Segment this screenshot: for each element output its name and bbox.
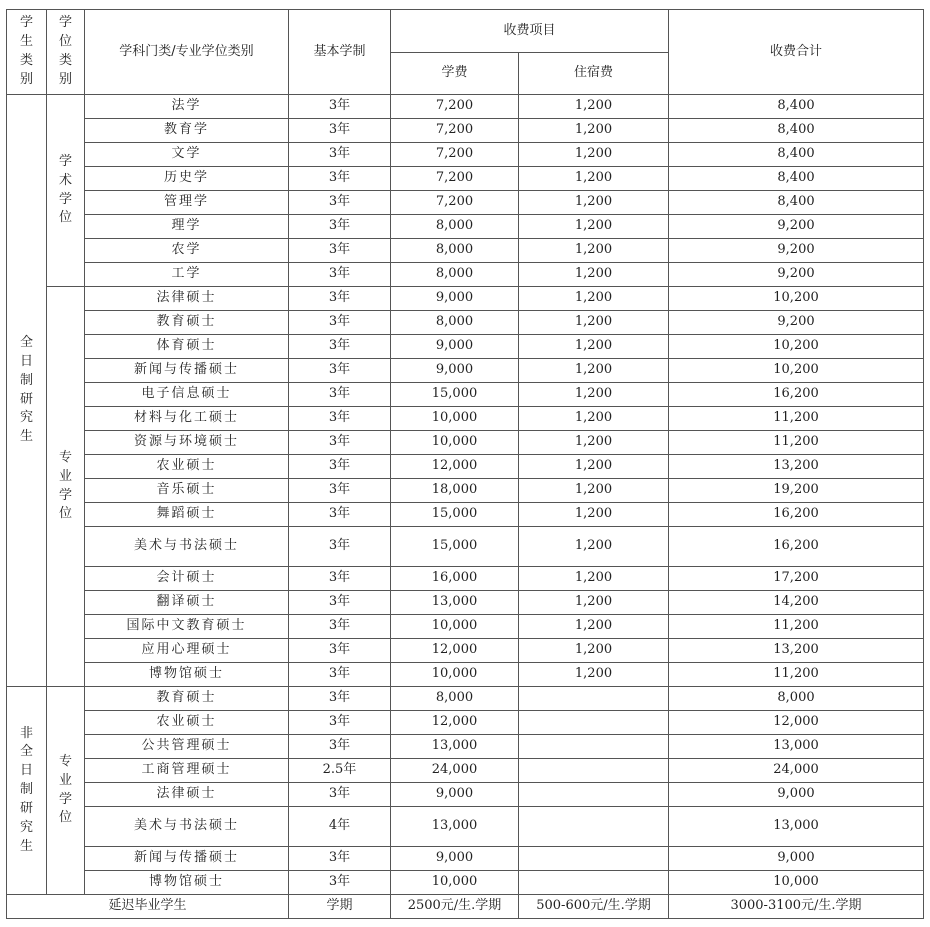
header-discipline: 学科门类/专业学位类别 <box>85 10 289 95</box>
cell-tuition: 7,200 <box>391 95 519 119</box>
cell-total: 17,200 <box>669 567 924 591</box>
cell-discipline: 音乐硕士 <box>85 479 289 503</box>
cell-discipline: 应用心理硕士 <box>85 639 289 663</box>
cell-duration: 3年 <box>289 871 391 895</box>
table-row <box>7 503 924 527</box>
header-duration: 基本学制 <box>289 10 391 95</box>
cell-duration: 3年 <box>289 119 391 143</box>
cell-accommodation: 1,200 <box>519 359 669 383</box>
cell-total: 13,200 <box>669 455 924 479</box>
cell-total: 16,200 <box>669 503 924 527</box>
cell-accommodation: 1,200 <box>519 639 669 663</box>
cell-duration: 3年 <box>289 191 391 215</box>
cell-duration: 3年 <box>289 527 391 567</box>
cell-accommodation <box>519 711 669 735</box>
table-row <box>7 615 924 639</box>
cell-tuition: 8,000 <box>391 687 519 711</box>
cell-tuition: 16,000 <box>391 567 519 591</box>
cell-tuition: 7,200 <box>391 167 519 191</box>
cell-accommodation: 1,200 <box>519 567 669 591</box>
cell-total: 12,000 <box>669 711 924 735</box>
cell-total: 8,400 <box>669 143 924 167</box>
cell-discipline: 法律硕士 <box>85 287 289 311</box>
cell-tuition: 9,000 <box>391 359 519 383</box>
cell-tuition: 7,200 <box>391 143 519 167</box>
cell-duration: 3年 <box>289 687 391 711</box>
header-student-type: 学生类别 <box>7 10 47 95</box>
cell-discipline: 翻译硕士 <box>85 591 289 615</box>
cell-total: 11,200 <box>669 431 924 455</box>
cell-accommodation: 1,200 <box>519 287 669 311</box>
table-row <box>7 807 924 847</box>
group-professional-pt: 专业学位 <box>47 687 85 895</box>
cell-duration: 4年 <box>289 807 391 847</box>
cell-tuition: 10,000 <box>391 663 519 687</box>
table-row <box>7 287 924 311</box>
cell-discipline: 博物馆硕士 <box>85 663 289 687</box>
table-row <box>7 383 924 407</box>
cell-discipline: 资源与环境硕士 <box>85 431 289 455</box>
cell-tuition: 10,000 <box>391 871 519 895</box>
cell-tuition: 15,000 <box>391 383 519 407</box>
cell-accommodation <box>519 759 669 783</box>
cell-accommodation <box>519 807 669 847</box>
cell-discipline: 会计硕士 <box>85 567 289 591</box>
cell-discipline: 新闻与传播硕士 <box>85 847 289 871</box>
cell-accommodation: 1,200 <box>519 383 669 407</box>
cell-accommodation: 1,200 <box>519 167 669 191</box>
cell-duration: 3年 <box>289 167 391 191</box>
cell-tuition: 8,000 <box>391 311 519 335</box>
cell-total: 13,200 <box>669 639 924 663</box>
cell-tuition: 7,200 <box>391 119 519 143</box>
table-row <box>7 191 924 215</box>
table-row <box>7 847 924 871</box>
table-row <box>7 143 924 167</box>
cell-duration: 3年 <box>289 847 391 871</box>
cell-duration: 3年 <box>289 455 391 479</box>
cell-tuition: 15,000 <box>391 503 519 527</box>
cell-total: 10,200 <box>669 359 924 383</box>
cell-accommodation: 1,200 <box>519 191 669 215</box>
cell-discipline: 体育硕士 <box>85 335 289 359</box>
cell-tuition: 24,000 <box>391 759 519 783</box>
table-row <box>7 455 924 479</box>
footer-accommodation: 500-600元/生.学期 <box>519 895 669 919</box>
cell-accommodation: 1,200 <box>519 263 669 287</box>
cell-discipline: 农学 <box>85 239 289 263</box>
cell-tuition: 9,000 <box>391 783 519 807</box>
cell-discipline: 博物馆硕士 <box>85 871 289 895</box>
table-row <box>7 639 924 663</box>
table-row <box>7 871 924 895</box>
cell-accommodation: 1,200 <box>519 311 669 335</box>
cell-total: 13,000 <box>669 807 924 847</box>
fee-table <box>6 9 924 919</box>
cell-duration: 3年 <box>289 711 391 735</box>
cell-duration: 3年 <box>289 783 391 807</box>
cell-accommodation: 1,200 <box>519 591 669 615</box>
cell-accommodation <box>519 871 669 895</box>
cell-accommodation: 1,200 <box>519 95 669 119</box>
cell-duration: 3年 <box>289 95 391 119</box>
cell-tuition: 12,000 <box>391 639 519 663</box>
cell-accommodation: 1,200 <box>519 615 669 639</box>
cell-total: 19,200 <box>669 479 924 503</box>
cell-duration: 3年 <box>289 263 391 287</box>
cell-accommodation: 1,200 <box>519 215 669 239</box>
cell-accommodation: 1,200 <box>519 663 669 687</box>
cell-duration: 3年 <box>289 615 391 639</box>
cell-duration: 3年 <box>289 407 391 431</box>
cell-duration: 3年 <box>289 735 391 759</box>
cell-accommodation: 1,200 <box>519 239 669 263</box>
cell-discipline: 管理学 <box>85 191 289 215</box>
cell-accommodation: 1,200 <box>519 503 669 527</box>
cell-total: 9,000 <box>669 847 924 871</box>
table-row <box>7 359 924 383</box>
table-row <box>7 263 924 287</box>
cell-accommodation <box>519 847 669 871</box>
cell-duration: 3年 <box>289 479 391 503</box>
table-row <box>7 591 924 615</box>
cell-total: 8,400 <box>669 119 924 143</box>
footer-row <box>7 895 924 919</box>
cell-discipline: 法学 <box>85 95 289 119</box>
cell-accommodation: 1,200 <box>519 143 669 167</box>
cell-tuition: 13,000 <box>391 735 519 759</box>
cell-total: 13,000 <box>669 735 924 759</box>
table-row <box>7 431 924 455</box>
cell-tuition: 13,000 <box>391 591 519 615</box>
footer-unit: 学期 <box>289 895 391 919</box>
cell-tuition: 8,000 <box>391 263 519 287</box>
cell-total: 8,400 <box>669 191 924 215</box>
cell-duration: 3年 <box>289 287 391 311</box>
table-row <box>7 335 924 359</box>
cell-total: 8,000 <box>669 687 924 711</box>
cell-tuition: 10,000 <box>391 615 519 639</box>
cell-duration: 3年 <box>289 567 391 591</box>
cell-discipline: 教育硕士 <box>85 311 289 335</box>
cell-tuition: 12,000 <box>391 711 519 735</box>
cell-tuition: 9,000 <box>391 847 519 871</box>
table-row <box>7 239 924 263</box>
header-total: 收费合计 <box>669 10 924 95</box>
cell-duration: 3年 <box>289 431 391 455</box>
cell-discipline: 美术与书法硕士 <box>85 807 289 847</box>
cell-total: 9,200 <box>669 263 924 287</box>
cell-duration: 3年 <box>289 239 391 263</box>
cell-total: 8,400 <box>669 167 924 191</box>
cell-discipline: 文学 <box>85 143 289 167</box>
cell-tuition: 10,000 <box>391 431 519 455</box>
cell-accommodation <box>519 783 669 807</box>
cell-accommodation: 1,200 <box>519 335 669 359</box>
cell-total: 10,000 <box>669 871 924 895</box>
cell-total: 24,000 <box>669 759 924 783</box>
table-row <box>7 95 924 119</box>
cell-tuition: 9,000 <box>391 287 519 311</box>
cell-discipline: 理学 <box>85 215 289 239</box>
table-row <box>7 567 924 591</box>
table-row <box>7 167 924 191</box>
table-row <box>7 759 924 783</box>
cell-total: 9,200 <box>669 311 924 335</box>
cell-accommodation <box>519 687 669 711</box>
group-academic: 学术学位 <box>47 95 85 287</box>
cell-discipline: 历史学 <box>85 167 289 191</box>
footer-tuition: 2500元/生.学期 <box>391 895 519 919</box>
cell-duration: 3年 <box>289 143 391 167</box>
cell-accommodation: 1,200 <box>519 527 669 567</box>
cell-discipline: 法律硕士 <box>85 783 289 807</box>
cell-discipline: 工学 <box>85 263 289 287</box>
table-row <box>7 407 924 431</box>
cell-discipline: 新闻与传播硕士 <box>85 359 289 383</box>
table-row <box>7 119 924 143</box>
table-row <box>7 479 924 503</box>
cell-discipline: 国际中文教育硕士 <box>85 615 289 639</box>
cell-total: 9,200 <box>669 239 924 263</box>
cell-discipline: 美术与书法硕士 <box>85 527 289 567</box>
cell-duration: 3年 <box>289 591 391 615</box>
cell-total: 10,200 <box>669 287 924 311</box>
cell-total: 9,000 <box>669 783 924 807</box>
group-parttime: 非全日制研究生 <box>7 687 47 895</box>
cell-discipline: 电子信息硕士 <box>85 383 289 407</box>
cell-tuition: 7,200 <box>391 191 519 215</box>
cell-duration: 3年 <box>289 215 391 239</box>
cell-total: 11,200 <box>669 407 924 431</box>
cell-tuition: 12,000 <box>391 455 519 479</box>
cell-duration: 3年 <box>289 335 391 359</box>
cell-tuition: 9,000 <box>391 335 519 359</box>
cell-discipline: 公共管理硕士 <box>85 735 289 759</box>
cell-accommodation <box>519 735 669 759</box>
table-row <box>7 687 924 711</box>
cell-total: 14,200 <box>669 591 924 615</box>
cell-tuition: 8,000 <box>391 239 519 263</box>
cell-duration: 3年 <box>289 383 391 407</box>
group-professional: 专业学位 <box>47 287 85 687</box>
header-degree-type: 学位类别 <box>47 10 85 95</box>
cell-total: 11,200 <box>669 663 924 687</box>
cell-accommodation: 1,200 <box>519 407 669 431</box>
table-row <box>7 311 924 335</box>
cell-discipline: 教育学 <box>85 119 289 143</box>
header-accommodation: 住宿费 <box>519 53 669 95</box>
cell-duration: 3年 <box>289 503 391 527</box>
table-row <box>7 663 924 687</box>
cell-tuition: 18,000 <box>391 479 519 503</box>
header-tuition: 学费 <box>391 53 519 95</box>
cell-discipline: 农业硕士 <box>85 711 289 735</box>
cell-total: 9,200 <box>669 215 924 239</box>
cell-accommodation: 1,200 <box>519 119 669 143</box>
cell-discipline: 材料与化工硕士 <box>85 407 289 431</box>
cell-tuition: 10,000 <box>391 407 519 431</box>
cell-duration: 3年 <box>289 663 391 687</box>
cell-total: 8,400 <box>669 95 924 119</box>
cell-duration: 3年 <box>289 359 391 383</box>
cell-total: 16,200 <box>669 527 924 567</box>
cell-accommodation: 1,200 <box>519 479 669 503</box>
cell-duration: 2.5年 <box>289 759 391 783</box>
cell-total: 16,200 <box>669 383 924 407</box>
cell-accommodation: 1,200 <box>519 455 669 479</box>
header-fee-items: 收费项目 <box>391 10 669 53</box>
table-row <box>7 735 924 759</box>
table-row <box>7 783 924 807</box>
cell-duration: 3年 <box>289 311 391 335</box>
footer-label: 延迟毕业学生 <box>7 895 289 919</box>
cell-accommodation: 1,200 <box>519 431 669 455</box>
cell-tuition: 15,000 <box>391 527 519 567</box>
footer-total: 3000-3100元/生.学期 <box>669 895 924 919</box>
cell-discipline: 舞蹈硕士 <box>85 503 289 527</box>
cell-tuition: 8,000 <box>391 215 519 239</box>
table-row <box>7 711 924 735</box>
cell-total: 10,200 <box>669 335 924 359</box>
cell-tuition: 13,000 <box>391 807 519 847</box>
cell-total: 11,200 <box>669 615 924 639</box>
table-row <box>7 527 924 567</box>
cell-discipline: 教育硕士 <box>85 687 289 711</box>
group-fulltime: 全日制研究生 <box>7 95 47 687</box>
cell-discipline: 工商管理硕士 <box>85 759 289 783</box>
cell-duration: 3年 <box>289 639 391 663</box>
table-row <box>7 215 924 239</box>
cell-discipline: 农业硕士 <box>85 455 289 479</box>
